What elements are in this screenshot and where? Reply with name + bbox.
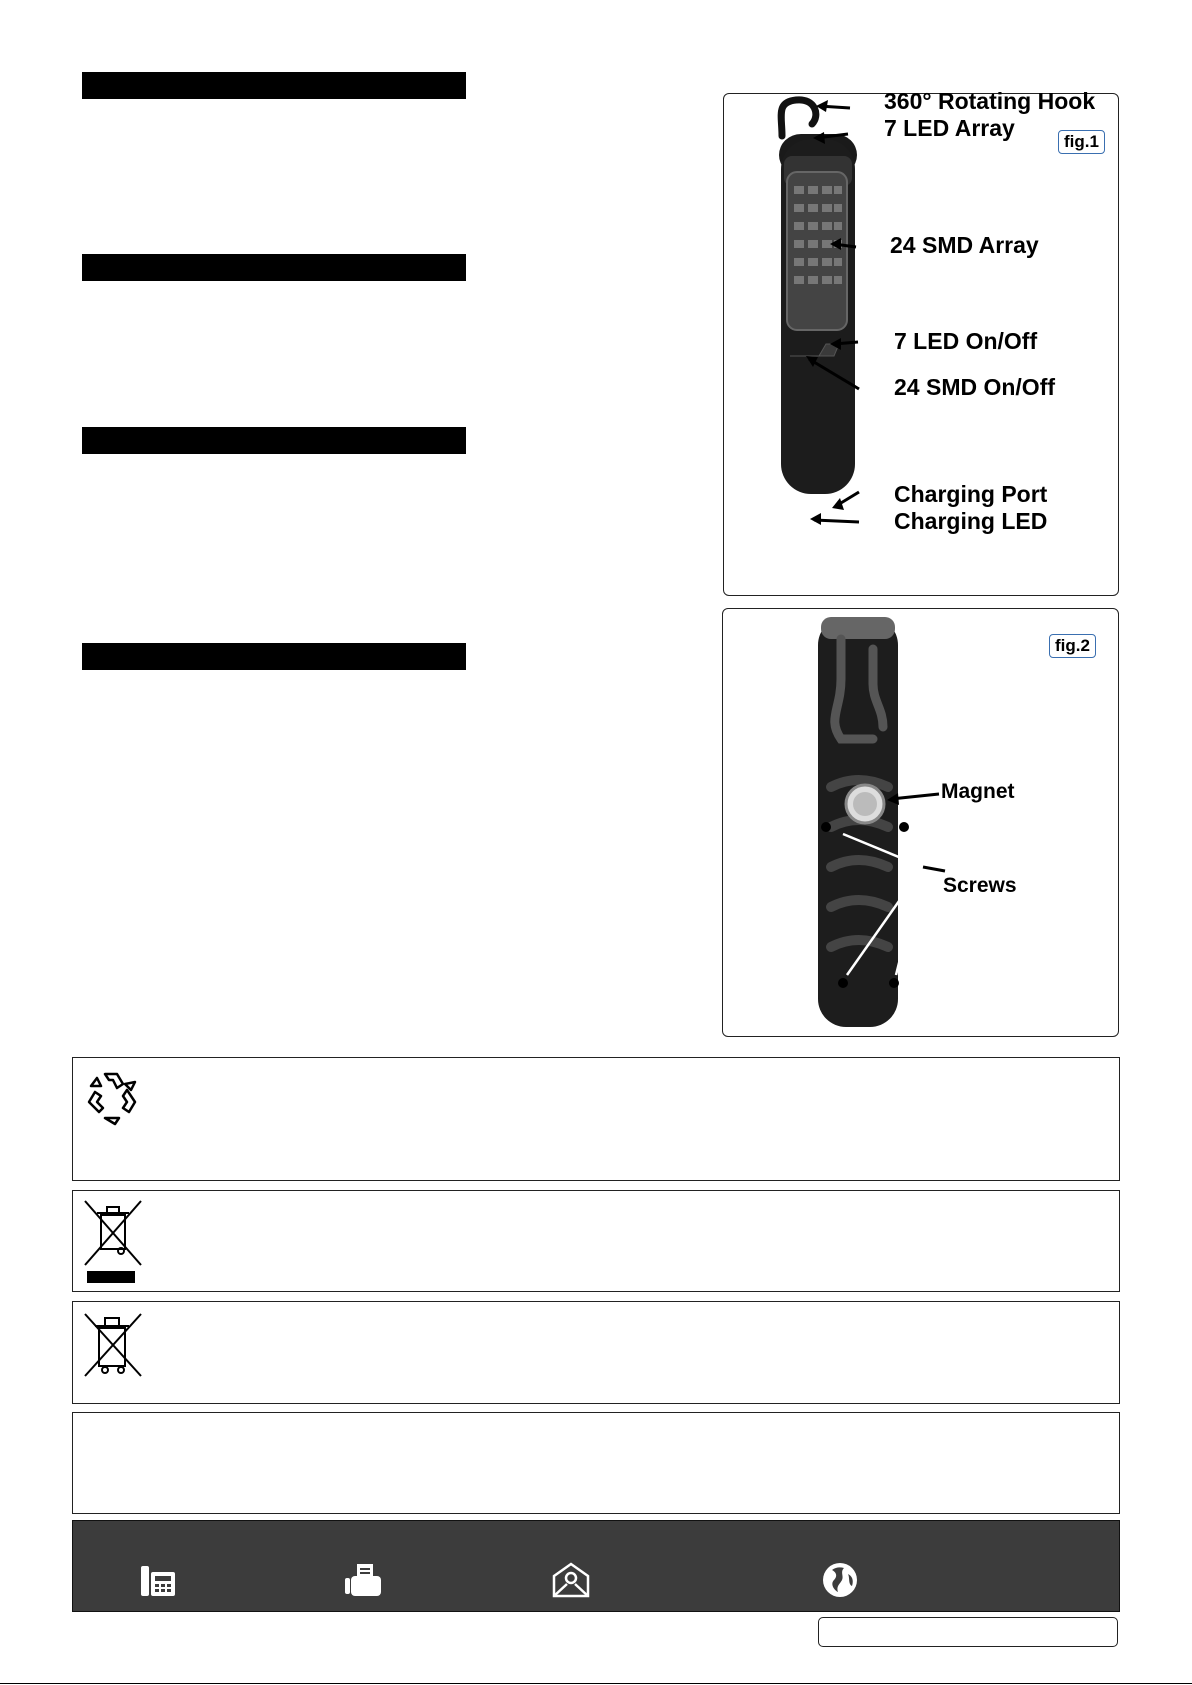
page-bottom-rule bbox=[0, 1683, 1192, 1684]
section-header-bar-4 bbox=[82, 643, 466, 670]
globe-icon bbox=[822, 1562, 858, 1598]
recycle-icon bbox=[83, 1068, 143, 1128]
callout-charging-led: Charging LED bbox=[894, 508, 1048, 534]
crossed-bin-icon bbox=[83, 1199, 143, 1283]
callout-24-smd-switch: 24 SMD On/Off bbox=[894, 374, 1056, 400]
fax-icon bbox=[344, 1562, 384, 1598]
fig-1-tag: fig.1 bbox=[1058, 130, 1105, 154]
section-header-bar-2 bbox=[82, 254, 466, 281]
callout-rotating-hook: 360° Rotating Hook bbox=[884, 88, 1096, 114]
callout-charging-port: Charging Port bbox=[894, 481, 1048, 507]
callout-7-led-switch: 7 LED On/Off bbox=[894, 328, 1038, 354]
section-header-bar-3 bbox=[82, 427, 466, 454]
section-header-bar-1 bbox=[82, 72, 466, 99]
telephone-icon bbox=[140, 1562, 176, 1598]
footer-reference-box bbox=[818, 1617, 1118, 1647]
email-icon bbox=[552, 1562, 590, 1598]
worklight-back-image bbox=[723, 609, 1118, 1036]
note-box bbox=[72, 1412, 1120, 1514]
weee-info-box bbox=[72, 1190, 1120, 1292]
callout-magnet: Magnet bbox=[941, 780, 1015, 803]
recycle-info-box bbox=[72, 1057, 1120, 1181]
fig-2-tag: fig.2 bbox=[1049, 634, 1096, 658]
figure-1 bbox=[723, 88, 1119, 596]
callout-7-led-array: 7 LED Array bbox=[884, 115, 1015, 141]
contact-bar bbox=[72, 1520, 1120, 1612]
callout-24-smd-array: 24 SMD Array bbox=[890, 232, 1039, 258]
figure-2 bbox=[722, 608, 1119, 1037]
battery-bin-icon bbox=[83, 1312, 143, 1378]
callout-screws: Screws bbox=[943, 874, 1017, 897]
battery-info-box bbox=[72, 1301, 1120, 1404]
